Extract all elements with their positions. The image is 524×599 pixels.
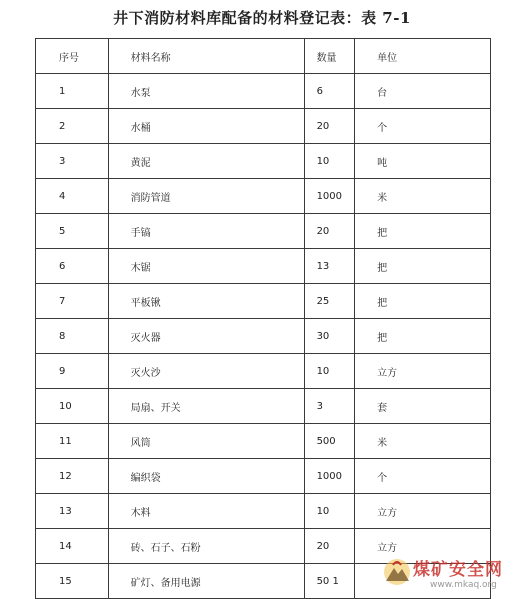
- mine-safety-logo-icon: [382, 557, 412, 587]
- site-watermark: [380, 553, 520, 595]
- cell-unit: 把: [355, 214, 491, 249]
- header-quantity: 数量: [304, 39, 355, 74]
- table-header-row: [36, 39, 491, 74]
- cell-index: 11: [36, 424, 109, 459]
- cell-unit: 立方: [355, 354, 491, 389]
- cell-quantity: 10: [304, 354, 355, 389]
- cell-quantity: 500: [304, 424, 355, 459]
- table-row: [36, 179, 491, 214]
- cell-index: 7: [36, 284, 109, 319]
- cell-unit: 立方: [355, 529, 491, 564]
- cell-quantity: 30: [304, 319, 355, 354]
- table-row: [36, 354, 491, 389]
- cell-material-name: 手镐: [108, 214, 304, 249]
- cell-unit: 立方: [355, 494, 491, 529]
- cell-material-name: 黄泥: [108, 144, 304, 179]
- header-index: 序号: [36, 39, 109, 74]
- cell-material-name: 木料: [108, 494, 304, 529]
- table-body: [36, 74, 491, 599]
- table-row: [36, 494, 491, 529]
- cell-material-name: 平板锹: [108, 284, 304, 319]
- cell-unit: 把: [355, 319, 491, 354]
- table-row: [36, 424, 491, 459]
- cell-material-name: 灭火器: [108, 319, 304, 354]
- cell-unit: 把: [355, 249, 491, 284]
- document-title: 井下消防材料库配备的材料登记表：表 7-1: [113, 9, 411, 27]
- cell-quantity: 10: [304, 494, 355, 529]
- cell-unit: 台: [355, 74, 491, 109]
- table-row: [36, 459, 491, 494]
- cell-index: 2: [36, 109, 109, 144]
- cell-quantity: 20: [304, 214, 355, 249]
- cell-unit: 把: [355, 284, 491, 319]
- cell-quantity: 13: [304, 249, 355, 284]
- cell-material-name: 矿灯、备用电源: [108, 564, 304, 599]
- watermark-site-name: 煤矿安全网: [413, 560, 503, 580]
- cell-material-name: 木锯: [108, 249, 304, 284]
- table-row: [36, 144, 491, 179]
- cell-unit: 个: [355, 109, 491, 144]
- table-row: [36, 249, 491, 284]
- watermark-url: www.mkaq.org: [430, 580, 497, 590]
- cell-quantity: 20: [304, 529, 355, 564]
- cell-material-name: 灭火沙: [108, 354, 304, 389]
- cell-quantity: 6: [304, 74, 355, 109]
- header-unit: 单位: [355, 39, 491, 74]
- cell-index: 3: [36, 144, 109, 179]
- table-row: [36, 214, 491, 249]
- cell-unit: 个: [355, 459, 491, 494]
- cell-index: 12: [36, 459, 109, 494]
- cell-material-name: 消防管道: [108, 179, 304, 214]
- cell-index: 10: [36, 389, 109, 424]
- cell-quantity: 20: [304, 109, 355, 144]
- cell-index: 9: [36, 354, 109, 389]
- materials-table: [35, 38, 491, 599]
- cell-material-name: 风筒: [108, 424, 304, 459]
- cell-material-name: 水桶: [108, 109, 304, 144]
- table-row: [36, 389, 491, 424]
- cell-index: 1: [36, 74, 109, 109]
- cell-material-name: 水泵: [108, 74, 304, 109]
- cell-unit: 套: [355, 389, 491, 424]
- cell-index: 6: [36, 249, 109, 284]
- cell-index: 5: [36, 214, 109, 249]
- cell-unit: 米: [355, 179, 491, 214]
- cell-quantity: 25: [304, 284, 355, 319]
- cell-unit: 吨: [355, 144, 491, 179]
- cell-unit: 米: [355, 424, 491, 459]
- table-row: [36, 109, 491, 144]
- header-material-name: 材料名称: [108, 39, 304, 74]
- cell-material-name: 局扇、开关: [108, 389, 304, 424]
- table-row: [36, 319, 491, 354]
- cell-quantity: 1000: [304, 179, 355, 214]
- cell-material-name: 编织袋: [108, 459, 304, 494]
- cell-index: 8: [36, 319, 109, 354]
- table-row: [36, 284, 491, 319]
- cell-material-name: 砖、石子、石粉: [108, 529, 304, 564]
- table-row: [36, 74, 491, 109]
- cell-index: 4: [36, 179, 109, 214]
- cell-index: 15: [36, 564, 109, 599]
- cell-index: 14: [36, 529, 109, 564]
- cell-quantity: 10: [304, 144, 355, 179]
- cell-quantity: 50 1: [304, 564, 355, 599]
- cell-index: 13: [36, 494, 109, 529]
- cell-quantity: 1000: [304, 459, 355, 494]
- cell-quantity: 3: [304, 389, 355, 424]
